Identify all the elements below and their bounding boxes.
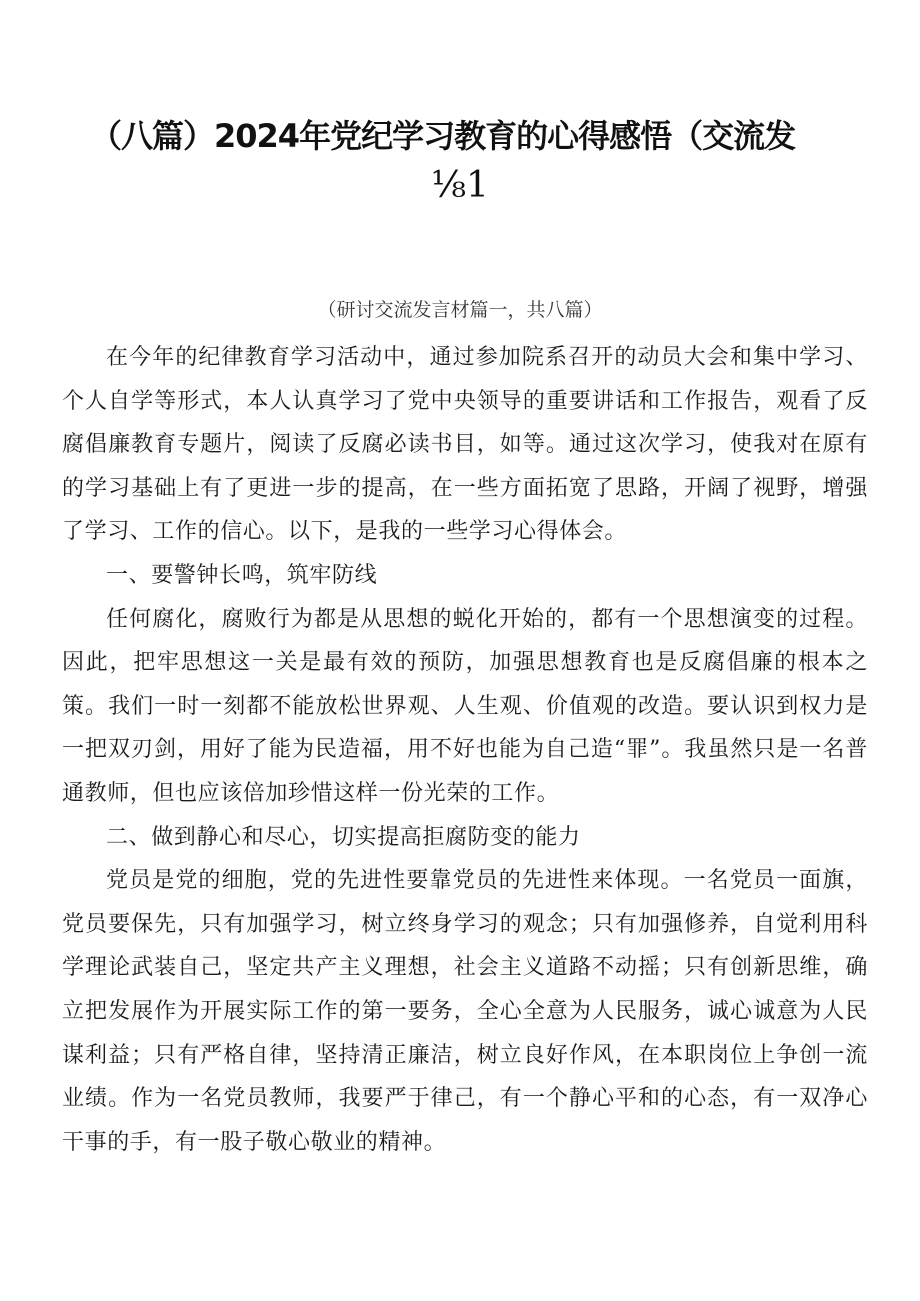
paragraph-section-2: 党员是党的细胞，党的先进性要靠党员的先进性来体现。一名党员一面旗，党员要保先，只有加强学习，树立终身学习的观念；只有加强修养，自觉利用科学理论武装自己，坚定共产主义理想，社会主义道路不动摇；只有创新思维，确立把发展作为开展实际工作的第一要务，全心全意为人民服务，诚心诚意为人民谋利益；只有严格自律，坚持清正廉洁，树立良好作风，在本职岗位上争创一流业绩。作为一名党员教师，我要严于律己，有一个静心平和的心态，有一双净心干事的手，有一股子敬心敬业的精神。 bbox=[62, 868, 868, 1155]
document-body bbox=[62, 336, 868, 1164]
document-subtitle: （研讨交流发言材篇一，共八篇） bbox=[317, 299, 603, 321]
section-heading-2: 二、做到静心和尽心，切实提高拒腐防变的能力 bbox=[106, 824, 581, 850]
document-title: （八篇）2024年党纪学习教育的心得感悟（交流发 bbox=[90, 117, 796, 155]
paragraph-intro: 在今年的纪律教育学习活动中，通过参加院系召开的动员大会和集中学习、个人自学等形式，本人认真学习了党中央领导的重要讲话和工作报告，观看了反腐倡廉教育专题片，阅读了反腐必读书目，如等。通过这次学习，使我对在原有的学习基础上有了更进一步的提高，在一些方面拓宽了思路，开阔了视野，增强了学习、工作的信心。以下，是我的一些学习心得体会。 bbox=[62, 345, 868, 545]
paragraph-section-1: 任何腐化，腐败行为都是从思想的蜕化开始的，都有一个思想演变的过程。因此，把牢思想这一关是最有效的预防，加强思想教育也是反腐倡廉的根本之策。我们一时一刻都不能放松世界观、人生观、价值观的改造。要认识到权力是一把双刃剑，用好了能为民造福，用不好也能为自己造“罪”。我虽然只是一名普通教师，但也应该倍加珍惜这样一份光荣的工作。 bbox=[62, 606, 868, 806]
section-heading-1: 一、要警钟长鸣，筑牢防线 bbox=[106, 562, 378, 588]
document-title-continuation: ⅛1 bbox=[431, 165, 489, 206]
